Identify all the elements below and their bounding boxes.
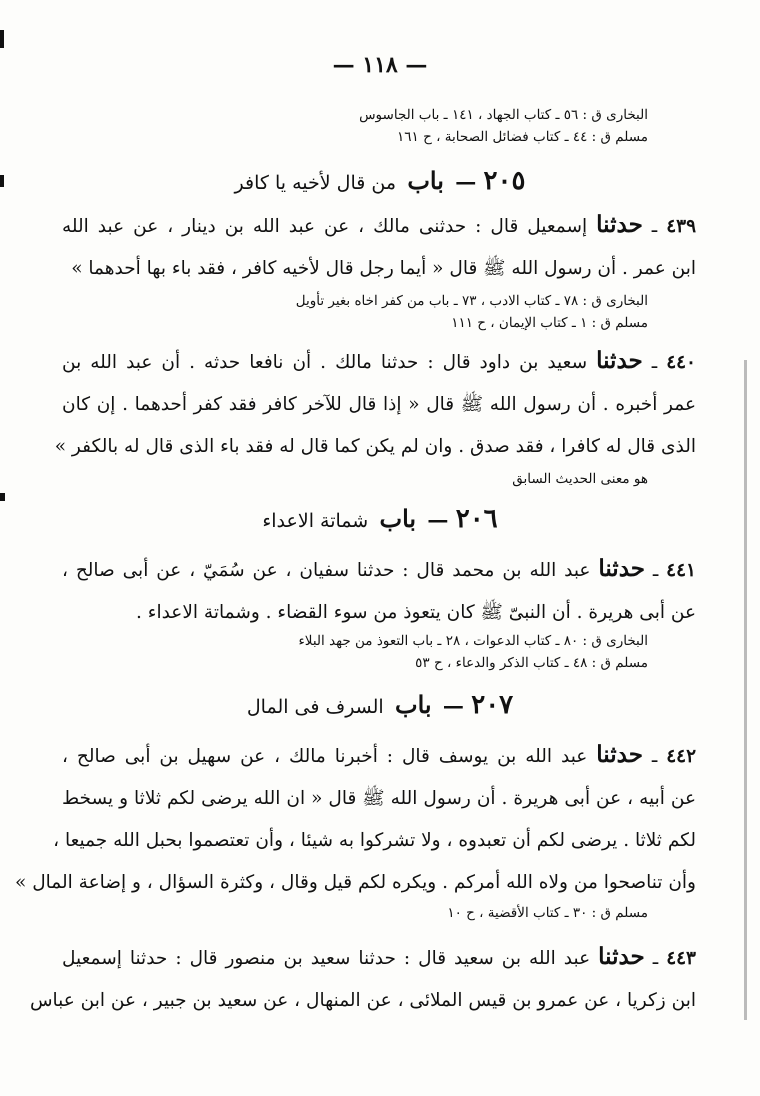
- hadith-number: ٤٤٣: [666, 948, 696, 969]
- heading-dash: —: [427, 507, 449, 532]
- chapter-number: ٢٠٥: [483, 166, 526, 196]
- hadith-paragraph: [62, 548, 696, 634]
- scan-edge-mark: [0, 30, 4, 48]
- hadith-text: سعيد بن داود قال : حدثنا مالك . أن نافعا حدثه . أن عبد الله بن: [62, 352, 588, 373]
- hadith-paragraph: [62, 204, 696, 290]
- hadith-line: وأن تناصحوا من ولاه الله أمركم . ويكره لكم قيل وقال ، وكثرة السؤال ، و إضاعة المال »: [15, 872, 696, 893]
- chapter-number: ٢٠٦: [455, 504, 498, 534]
- reference-line: البخارى ق : ٨٠ ـ كتاب الدعوات ، ٢٨ ـ باب التعوذ من جهد البلاء: [298, 633, 648, 649]
- hadith-number: ٤٤٠: [666, 352, 696, 373]
- heading-dash: —: [442, 693, 464, 718]
- intro-references: [40, 104, 648, 148]
- haddathana-word: حدثنا: [596, 211, 643, 238]
- hadith-line: الذى قال له كافرا ، فقد صدق . وان لم يكن كما قال له فقد باء الذى قال له بالكفر »: [54, 436, 696, 457]
- hadith-line: ابن عمر . أن رسول الله ﷺ قال « أيما رجل قال لأخيه كافر ، فقد باء بها أحدهما »: [71, 258, 696, 279]
- chapter-heading: [0, 504, 760, 534]
- hadith-line: عن أبيه ، عن أبى هريرة . أن رسول الله ﷺ قال « ان الله يرضى لكم ثلاثا و يسخط: [62, 788, 696, 809]
- hadith-line: [62, 734, 696, 778]
- hadith-line: [62, 936, 696, 980]
- reference-line: البخارى ق : ٥٦ ـ كتاب الجهاد ، ١٤١ ـ باب الجاسوس: [359, 107, 648, 123]
- hadith-text: عبد الله بن يوسف قال : أخبرنا مالك ، عن سهيل بن أبى صالح ،: [62, 746, 588, 767]
- hadith-references: [40, 290, 648, 334]
- page-number: — ١١٨ —: [332, 52, 428, 78]
- hadith-dash: ـ: [652, 948, 659, 969]
- chapter-title: من قال لأخيه يا كافر: [234, 172, 397, 194]
- chapter-title: شماتة الاعداء: [262, 510, 369, 532]
- chapter-heading: [0, 690, 760, 720]
- hadith-paragraph: [29, 936, 696, 1022]
- hadith-references: [40, 902, 648, 924]
- reference-line: هو معنى الحديث السابق: [512, 471, 648, 487]
- reference-line: مسلم ق : ١ ـ كتاب الإيمان ، ح ١١١: [451, 315, 648, 331]
- hadith-references: [40, 630, 648, 674]
- hadith-line: ابن زكريا ، عن عمرو بن قيس الملائى ، عن المنهال ، عن سعيد بن جبير ، عن ابن عباس: [29, 990, 696, 1011]
- hadith-line: [62, 204, 696, 248]
- reference-line: مسلم ق : ٣٠ ـ كتاب الأقضية ، ح ١٠: [447, 905, 648, 921]
- haddathana-word: حدثنا: [596, 741, 643, 768]
- hadith-line: عن أبى هريرة . أن النبىّ ﷺ كان يتعوذ من سوء القضاء . وشماتة الاعداء .: [136, 602, 696, 623]
- scan-edge-mark: [0, 493, 5, 501]
- hadith-references: [40, 468, 648, 490]
- haddathana-word: حدثنا: [596, 347, 643, 374]
- hadith-number: ٤٣٩: [666, 216, 697, 237]
- hadith-number: ٤٤٢: [666, 746, 697, 767]
- chapter-word: باب: [379, 504, 417, 533]
- hadith-number: ٤٤١: [666, 560, 696, 581]
- hadith-line: لكم ثلاثا . يرضى لكم أن تعبدوه ، ولا تشركوا به شيئا ، وأن تعتصموا بحبل الله جميعا ،: [53, 830, 696, 851]
- chapter-number: ٢٠٧: [471, 690, 514, 720]
- hadith-text: عبد الله بن محمد قال : حدثنا سفيان ، عن سُمَيّ ، عن أبى صالح ،: [62, 560, 591, 581]
- hadith-dash: ـ: [651, 746, 658, 767]
- hadith-line: عمر أخبره . أن رسول الله ﷺ قال « إذا قال للآخر كافر فقد كفر أحدهما . إن كان: [62, 394, 696, 415]
- hadith-dash: ـ: [651, 352, 658, 373]
- hadith-dash: ـ: [652, 560, 659, 581]
- chapter-heading: [0, 166, 760, 196]
- reference-line: مسلم ق : ٤٨ ـ كتاب الذكر والدعاء ، ح ٥٣: [415, 655, 648, 671]
- hadith-text: عبد الله بن سعيد قال : حدثنا سعيد بن منصور قال : حدثنا إسمعيل: [62, 948, 591, 969]
- chapter-word: باب: [407, 166, 444, 195]
- haddathana-word: حدثنا: [598, 943, 645, 970]
- heading-dash: —: [455, 169, 477, 194]
- haddathana-word: حدثنا: [598, 555, 645, 582]
- hadith-line: [62, 340, 696, 384]
- hadith-paragraph: [54, 340, 696, 468]
- chapter-title: السرف فى المال: [246, 696, 384, 718]
- chapter-word: باب: [395, 690, 432, 719]
- reference-line: مسلم ق : ٤٤ ـ كتاب فضائل الصحابة ، ح ١٦١: [397, 129, 648, 145]
- hadith-text: إسمعيل قال : حدثنى مالك ، عن عبد الله بن دينار ، عن عبد الله: [62, 216, 588, 237]
- hadith-line: [62, 548, 696, 592]
- hadith-paragraph: [15, 734, 697, 904]
- reference-line: البخارى ق : ٧٨ ـ كتاب الادب ، ٧٣ ـ باب من كفر اخاه بغير تأويل: [295, 293, 648, 309]
- hadith-dash: ـ: [651, 216, 658, 237]
